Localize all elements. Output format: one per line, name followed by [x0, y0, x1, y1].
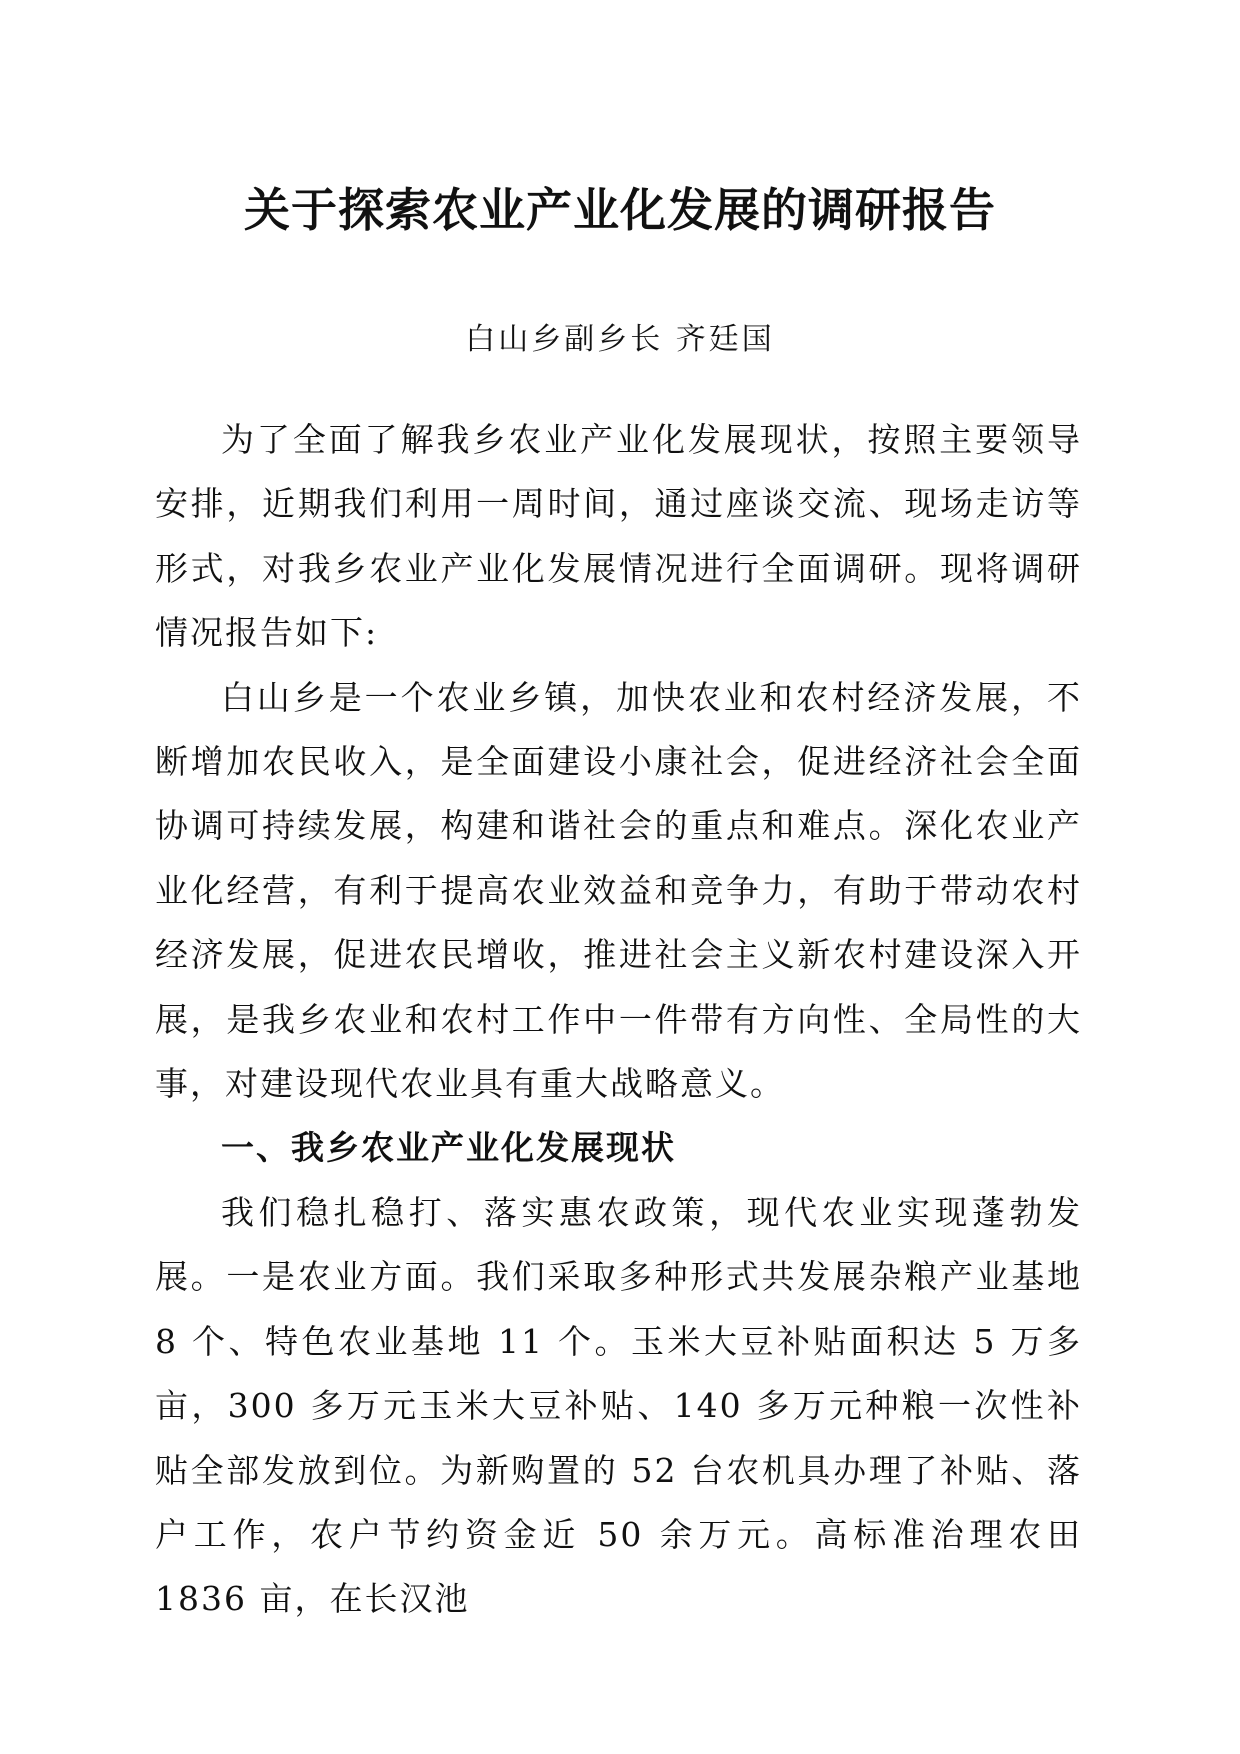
section-heading-1: 一、我乡农业产业化发展现状	[221, 1128, 676, 1168]
paragraph-background: 白山乡是一个农业乡镇，加快农业和农村经济发展，不断增加农民收入，是全面建设小康社会，促进经济社会全面协调可持续发展，构建和谐社会的重点和难点。深化农业产业化经营，有利于提高农业效益和竞争力，有助于带动农村经济发展，促进农民增收，推进社会主义新农村建设深入开展，是我乡农业和农村工作中一件带有方向性、全局性的大事，对建设现代农业具有重大战略意义。	[155, 677, 1082, 1104]
author-line: 白山乡副乡长 齐廷国	[465, 322, 775, 357]
document-body	[155, 408, 1082, 1632]
document-title: 关于探索农业产业化发展的调研报告	[244, 183, 996, 237]
paragraph-intro: 为了全面了解我乡农业产业化发展现状，按照主要领导安排，近期我们利用一周时间，通过座谈交流、现场走访等形式，对我乡农业产业化发展情况进行全面调研。现将调研情况报告如下:	[155, 420, 1082, 653]
paragraph-status: 我们稳扎稳打、落实惠农政策，现代农业实现蓬勃发展。一是农业方面。我们采取多种形式共发展杂粮产业基地 8 个、特色农业基地 11 个。玉米大豆补贴面积达 5 万多亩，300 多万元玉米大豆补贴、140 多万元种粮一次性补贴全部发放到位。为新购置的 52 台农机具办理了补贴、落户工作，农户节约资金近 50 余万元。高标准治理农田 1836 亩，在长汉池	[155, 1192, 1082, 1619]
